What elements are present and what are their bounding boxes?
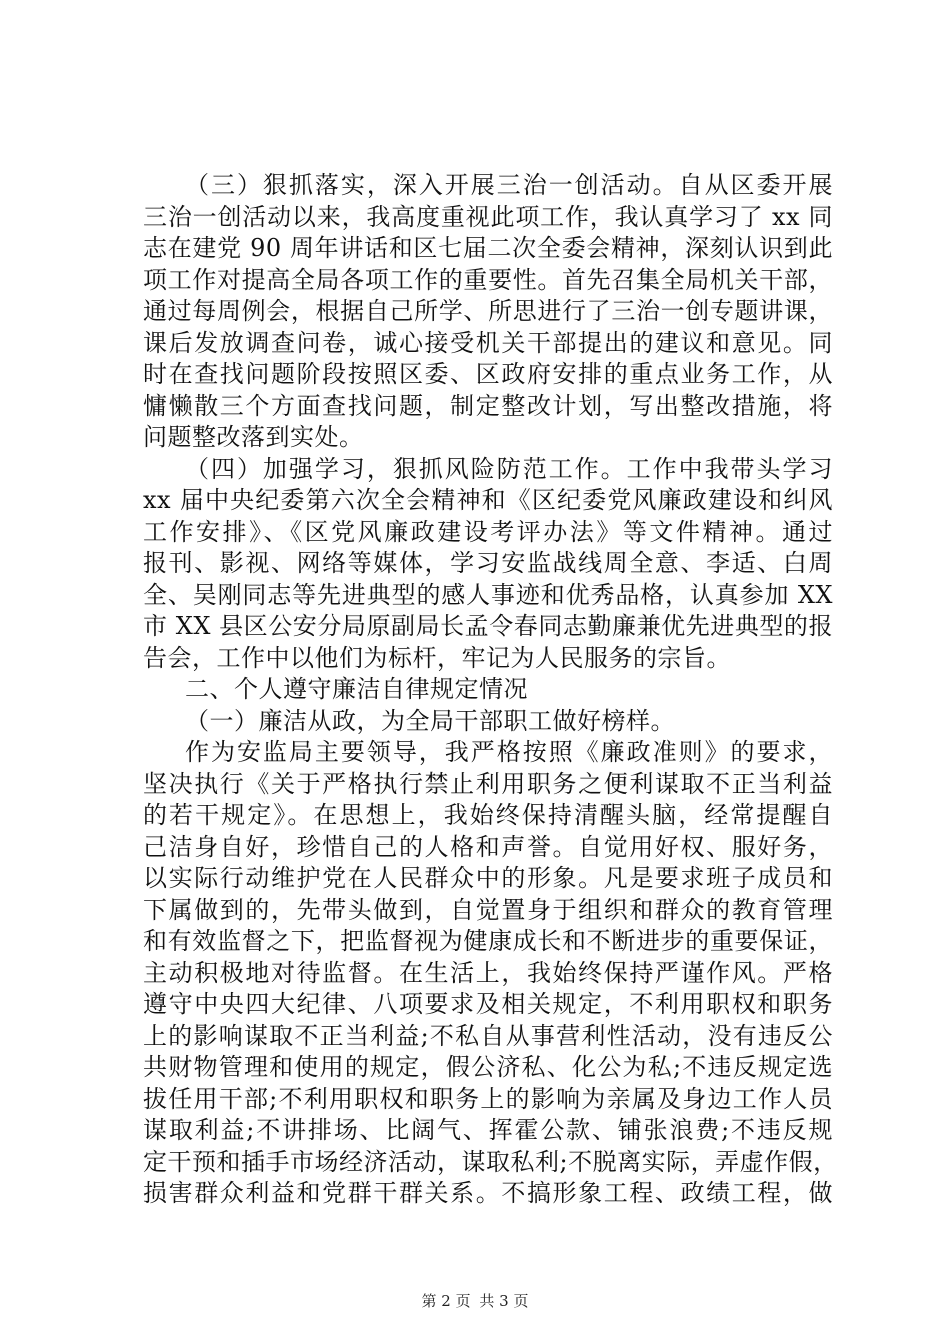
text-line: 坚决执行《关于严格执行禁止利用职务之便利谋取不正当利益	[143, 769, 833, 798]
text-line: 报刊、影视、网络等媒体，学习安监战线周全意、李适、白周	[143, 549, 833, 577]
text-line: 下属做到的，先带头做到，自觉置身于组织和群众的教育管理	[143, 895, 833, 924]
text-line: 通过每周例会，根据自己所学、所思进行了三治一创专题讲课，	[143, 297, 833, 325]
text-line: 定干预和插手市场经济活动，谋取私利;不脱离实际，弄虚作假，	[143, 1147, 838, 1176]
text-line: 三治一创活动以来，我高度重视此项工作，我认真学习了 xx 同	[143, 202, 833, 231]
text-line: 己洁身自好，珍惜自己的人格和声誉。自觉用好权、服好务，	[143, 832, 833, 861]
text-line: 的若干规定》。在思想上，我始终保持清醒头脑，经常提醒自	[143, 801, 833, 829]
text-line: 遵守中央四大纪律、八项要求及相关规定，不利用职权和职务	[143, 990, 833, 1018]
text-line: 上的影响谋取不正当利益;不私自从事营利性活动，没有违反公	[143, 1021, 833, 1050]
text-line: 谋取利益;不讲排场、比阔气、挥霍公款、铺张浪费;不违反规	[143, 1116, 833, 1144]
text-line: 问题整改落到实处。	[143, 423, 364, 451]
text-line: 市 XX 县区公安分局原副局长孟令春同志勤廉兼优先进典型的报	[143, 612, 833, 640]
text-line: 全、吴刚同志等先进典型的感人事迹和优秀品格，认真参加 XX	[143, 580, 833, 609]
text-line: （一）廉洁从政，为全局干部职工做好榜样。	[185, 706, 675, 735]
page-footer	[0, 1290, 950, 1311]
document-body	[143, 170, 838, 1210]
text-line: 拔任用干部;不利用职权和职务上的影响为亲属及身边工作人员	[143, 1084, 833, 1113]
text-line: xx 届中央纪委第六次全会精神和《区纪委党风廉政建设和纠风	[143, 486, 833, 514]
page-total: 共 3 页	[479, 1292, 529, 1310]
text-line: 项工作对提高全局各项工作的重要性。首先召集全局机关干部，	[143, 265, 833, 294]
text-line: 共财物管理和使用的规定，假公济私、化公为私;不违反规定选	[143, 1053, 833, 1081]
text-line: 主动积极地对待监督。在生活上，我始终保持严谨作风。严格	[143, 958, 833, 987]
text-line: （四）加强学习，狠抓风险防范工作。工作中我带头学习	[185, 454, 833, 483]
text-line: （三）狠抓落实，深入开展三治一创活动。自从区委开展	[185, 171, 833, 199]
text-line: 时在查找问题阶段按照区委、区政府安排的重点业务工作，从	[143, 360, 833, 388]
text-line: 以实际行动维护党在人民群众中的形象。凡是要求班子成员和	[143, 864, 833, 892]
text-line: 工作安排》、《区党风廉政建设考评办法》等文件精神。通过	[143, 517, 833, 546]
text-line: 慵懒散三个方面查找问题，制定整改计划，写出整改措施，将	[143, 391, 833, 420]
text-line: 损害群众利益和党群干群关系。不搞形象工程、政绩工程，做	[143, 1179, 833, 1207]
text-line: 志在建党 90 周年讲话和区七届二次全委会精神，深刻认识到此	[143, 234, 833, 262]
text-line: 课后发放调查问卷，诚心接受机关干部提出的建议和意见。同	[143, 328, 833, 357]
text-line: 告会，工作中以他们为标杆，牢记为人民服务的宗旨。	[143, 643, 731, 672]
page-number: 第 2 页	[421, 1292, 471, 1310]
text-line: 和有效监督之下，把监督视为健康成长和不断进步的重要保证，	[143, 927, 833, 955]
text-line: 二、个人遵守廉洁自律规定情况	[185, 675, 528, 703]
text-line: 作为安监局主要领导，我严格按照《廉政准则》的要求，	[185, 738, 833, 766]
